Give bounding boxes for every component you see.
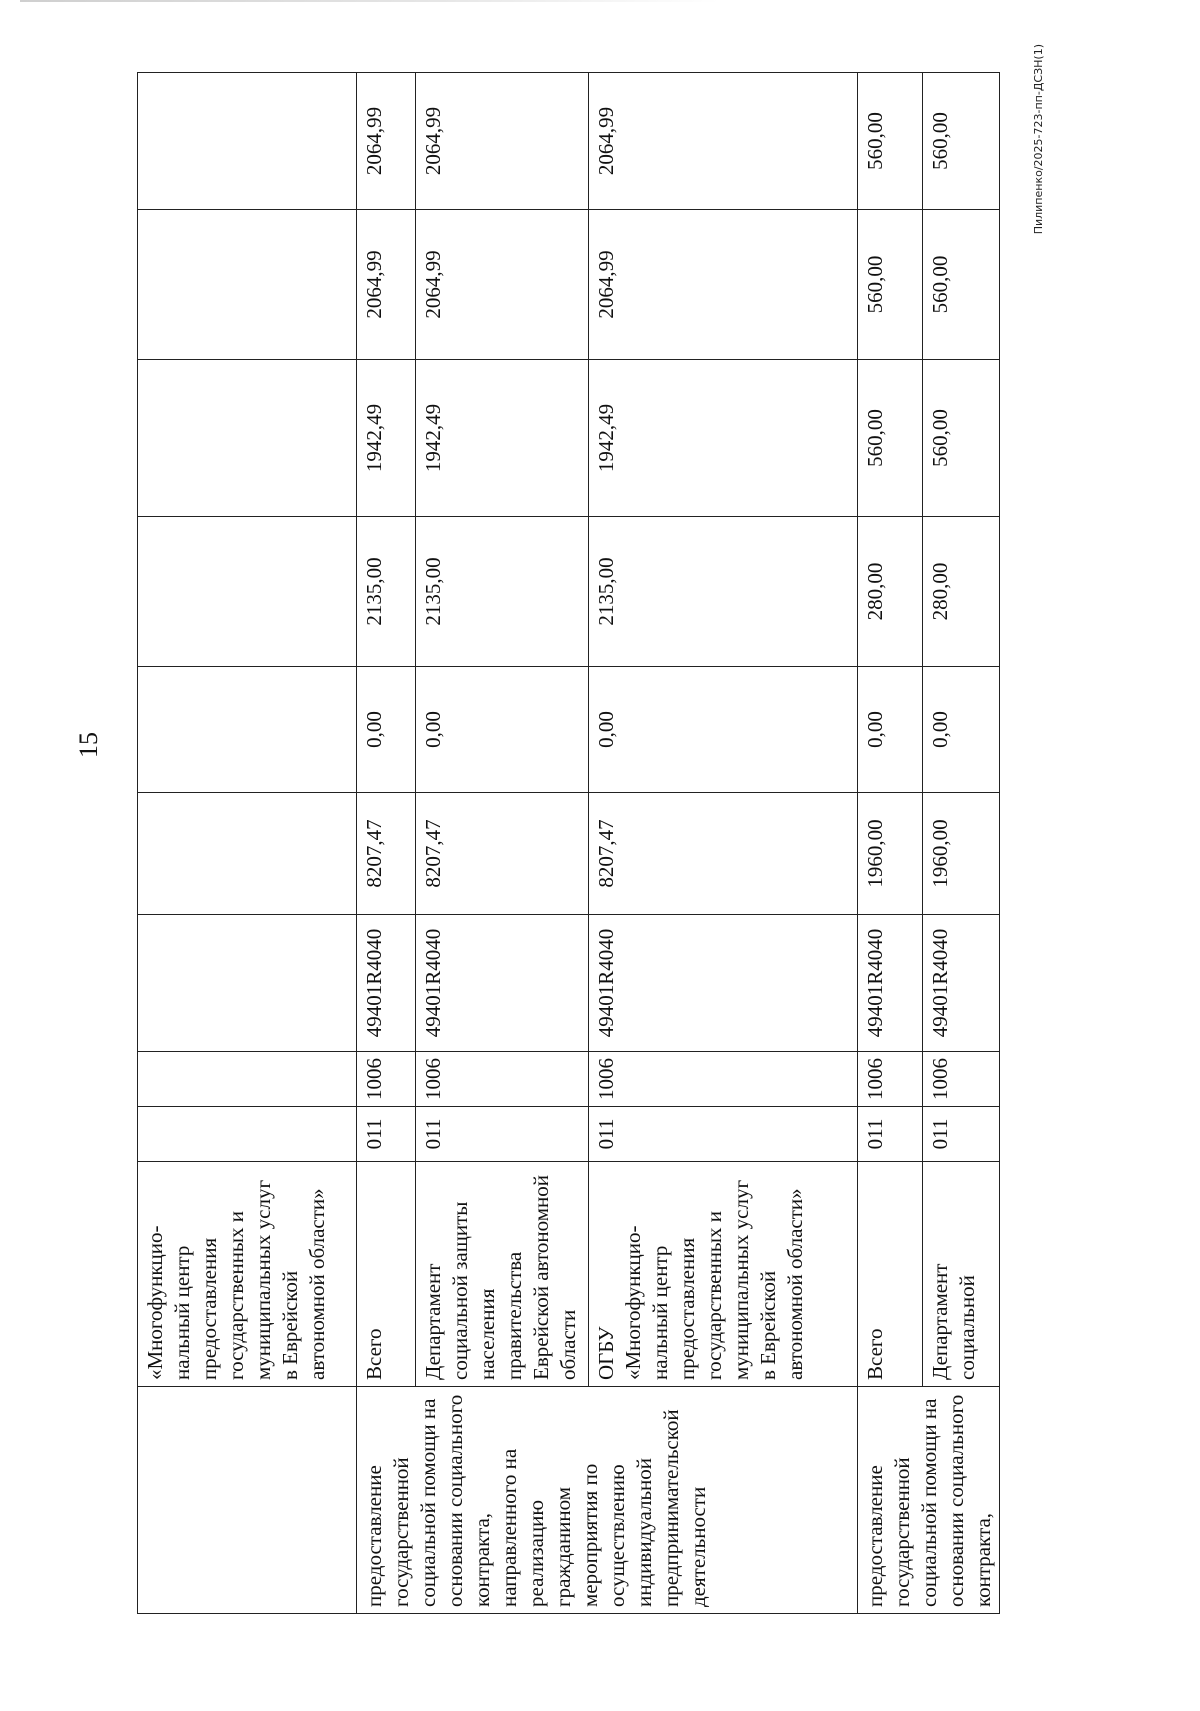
- rzpr-cell: 1006: [357, 1052, 416, 1107]
- value-cell: 560,00: [858, 360, 923, 517]
- grbs-cell: 011: [858, 1107, 923, 1162]
- rotated-page: [37, 44, 1077, 1614]
- value-cell: 2135,00: [589, 517, 858, 667]
- value-cell: 560,00: [858, 73, 923, 210]
- value-cell: 1942,49: [416, 360, 589, 517]
- rzpr-cell: 1006: [416, 1052, 589, 1107]
- rzpr-cell: 1006: [858, 1052, 923, 1107]
- table-cell-empty: [138, 1387, 357, 1614]
- table-cell-empty: [138, 210, 357, 360]
- table-row: [357, 73, 416, 1614]
- value-cell: 560,00: [923, 210, 1000, 360]
- executor-cell: ОГБУ «Многофункцио-нальный центр предоставления государственных и муниципальных услуг в Еврейской автономной области»: [589, 1162, 858, 1387]
- value-cell: 1942,49: [357, 360, 416, 517]
- table-row: [416, 73, 589, 1614]
- grbs-cell: 011: [589, 1107, 858, 1162]
- csr-cell: 49401R4040: [923, 915, 1000, 1052]
- table-row: [923, 73, 1000, 1614]
- value-cell: 2064,99: [357, 210, 416, 360]
- value-cell: 560,00: [858, 210, 923, 360]
- value-cell: 280,00: [858, 517, 923, 667]
- measure-description-cell: предоставление государственной социальной помощи на основании социального контракта,: [858, 1387, 1000, 1614]
- executor-cell: Департамент социальной защиты населения правительства Еврейской автономной области: [416, 1162, 589, 1387]
- table-row: [858, 73, 923, 1614]
- value-cell: 0,00: [923, 667, 1000, 793]
- value-cell: 1960,00: [858, 793, 923, 915]
- table-cell-empty: [138, 360, 357, 517]
- grbs-cell: 011: [923, 1107, 1000, 1162]
- value-cell: 2064,99: [416, 210, 589, 360]
- page-number: 15: [74, 732, 103, 758]
- csr-cell: 49401R4040: [858, 915, 923, 1052]
- scan-top-edge: [20, 0, 720, 2]
- measure-description-cell: предоставление государственной социальной помощи на основании социального контракта, направленного на реализацию гражданином мероприятия по осуществлению индивидуальной предпринимательской деятельности: [357, 1387, 858, 1614]
- grbs-cell: 011: [416, 1107, 589, 1162]
- value-cell: 2064,99: [416, 73, 589, 210]
- value-cell: 8207,47: [589, 793, 858, 915]
- executor-cell: Департамент социальной: [923, 1162, 1000, 1387]
- table-cell-empty: [138, 1052, 357, 1107]
- table-cell-empty: [138, 73, 357, 210]
- value-cell: 560,00: [923, 360, 1000, 517]
- table-cell-empty: [138, 667, 357, 793]
- csr-cell: 49401R4040: [357, 915, 416, 1052]
- executor-cell: «Многофункцио-нальный центр предоставления государственных и муниципальных услуг в Еврейской автономной области»: [138, 1162, 357, 1387]
- rzpr-cell: 1006: [589, 1052, 858, 1107]
- table-row: [138, 73, 357, 1614]
- value-cell: 0,00: [589, 667, 858, 793]
- value-cell: 0,00: [416, 667, 589, 793]
- table-cell-empty: [138, 517, 357, 667]
- csr-cell: 49401R4040: [589, 915, 858, 1052]
- value-cell: 1942,49: [589, 360, 858, 517]
- value-cell: 1960,00: [923, 793, 1000, 915]
- value-cell: 280,00: [923, 517, 1000, 667]
- table-cell-empty: [138, 915, 357, 1052]
- value-cell: 2064,99: [589, 73, 858, 210]
- table-cell-empty: [138, 793, 357, 915]
- value-cell: 0,00: [858, 667, 923, 793]
- rzpr-cell: 1006: [923, 1052, 1000, 1107]
- value-cell: 8207,47: [416, 793, 589, 915]
- table-cell-empty: [138, 1107, 357, 1162]
- table-row: [589, 73, 858, 1614]
- grbs-cell: 011: [357, 1107, 416, 1162]
- value-cell: 2135,00: [416, 517, 589, 667]
- executor-cell: Всего: [357, 1162, 416, 1387]
- document-footer-code: Пилипенко/2025-723-пп-ДСЗН(1): [1032, 44, 1045, 235]
- executor-cell: Всего: [858, 1162, 923, 1387]
- value-cell: 2064,99: [357, 73, 416, 210]
- value-cell: 0,00: [357, 667, 416, 793]
- budget-table: [137, 72, 1000, 1614]
- value-cell: 2135,00: [357, 517, 416, 667]
- value-cell: 560,00: [923, 73, 1000, 210]
- csr-cell: 49401R4040: [416, 915, 589, 1052]
- value-cell: 2064,99: [589, 210, 858, 360]
- value-cell: 8207,47: [357, 793, 416, 915]
